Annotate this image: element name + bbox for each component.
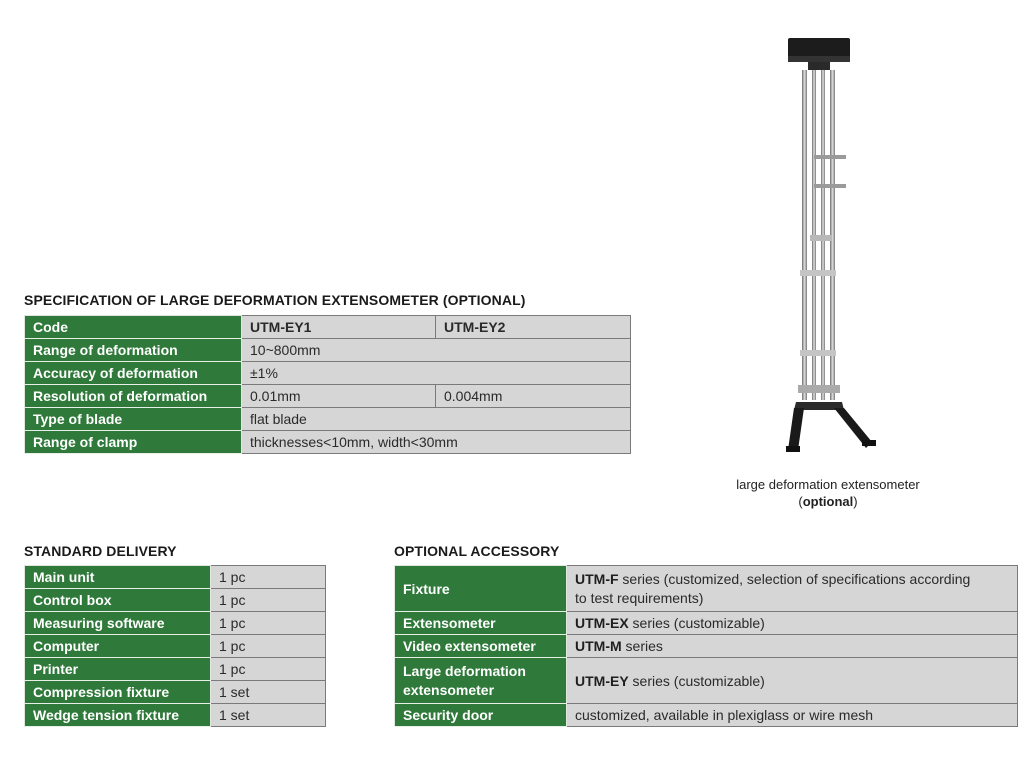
spec-row: [25, 431, 631, 454]
delivery-row: [25, 658, 326, 681]
accessory-value: UTM-M series: [567, 635, 1018, 658]
delivery-label: Compression fixture: [25, 681, 211, 704]
spec-row: [25, 408, 631, 431]
accessory-row: [395, 612, 1018, 635]
spec-value: flat blade: [242, 408, 631, 431]
delivery-label: Computer: [25, 635, 211, 658]
accessory-value: UTM-EX series (customizable): [567, 612, 1018, 635]
delivery-value: 1 pc: [211, 589, 326, 612]
spec-value: ±1%: [242, 362, 631, 385]
spec-value: UTM-EY2: [436, 316, 631, 339]
caption-optional: optional: [802, 494, 854, 509]
accessory-label: Extensometer: [395, 612, 567, 635]
delivery-row: [25, 704, 326, 727]
delivery-value: 1 pc: [211, 566, 326, 589]
spec-table: [24, 315, 631, 454]
accessory-table: [394, 565, 1018, 727]
spec-value: thicknesses<10mm, width<30mm: [242, 431, 631, 454]
delivery-row: [25, 612, 326, 635]
delivery-label: Main unit: [25, 566, 211, 589]
delivery-label: Printer: [25, 658, 211, 681]
extensometer-image: [770, 30, 890, 460]
delivery-row: [25, 566, 326, 589]
accessory-row: [395, 635, 1018, 658]
delivery-label: Measuring software: [25, 612, 211, 635]
caption-line2: (optional): [798, 494, 858, 509]
spec-label: Range of clamp: [25, 431, 242, 454]
spec-value: 0.004mm: [436, 385, 631, 408]
spec-label: Code: [25, 316, 242, 339]
accessory-row: [395, 704, 1018, 727]
accessory-code: UTM-F: [575, 570, 619, 587]
spec-row: [25, 385, 631, 408]
accessory-row: [395, 566, 1018, 612]
spec-value: 0.01mm: [242, 385, 436, 408]
accessory-title: OPTIONAL ACCESSORY: [394, 543, 560, 559]
accessory-value: customized, available in plexiglass or wire mesh: [567, 704, 1018, 727]
accessory-code: UTM-EY: [575, 672, 629, 689]
spec-value: UTM-EY1: [242, 316, 436, 339]
delivery-value: 1 set: [211, 704, 326, 727]
caption-line1: large deformation extensometer: [736, 477, 920, 492]
delivery-value: 1 pc: [211, 635, 326, 658]
spec-label: Range of deformation: [25, 339, 242, 362]
delivery-value: 1 pc: [211, 612, 326, 635]
spec-row-code: [25, 316, 631, 339]
delivery-value: 1 set: [211, 681, 326, 704]
delivery-table: [24, 565, 326, 727]
accessory-label: Large deformation extensometer: [395, 658, 567, 704]
delivery-row: [25, 681, 326, 704]
delivery-title: STANDARD DELIVERY: [24, 543, 177, 559]
delivery-value: 1 pc: [211, 658, 326, 681]
spec-label: Type of blade: [25, 408, 242, 431]
delivery-row: [25, 635, 326, 658]
accessory-label: Video extensometer: [395, 635, 567, 658]
spec-label: Resolution of deformation: [25, 385, 242, 408]
spec-row: [25, 362, 631, 385]
spec-label: Accuracy of deformation: [25, 362, 242, 385]
accessory-value: UTM-F series (customized, selection of specifications according to test requirements): [567, 566, 1018, 612]
image-caption: [700, 476, 956, 510]
accessory-label: Fixture: [395, 566, 567, 612]
spec-value: 10~800mm: [242, 339, 631, 362]
spec-title: SPECIFICATION OF LARGE DEFORMATION EXTENSOMETER (OPTIONAL): [24, 292, 526, 308]
accessory-row: [395, 658, 1018, 704]
accessory-code: UTM-EX: [575, 615, 629, 631]
spec-row: [25, 339, 631, 362]
accessory-value: UTM-EY series (customizable): [567, 658, 1018, 704]
accessory-code: UTM-M: [575, 638, 622, 654]
accessory-label: Security door: [395, 704, 567, 727]
delivery-label: Wedge tension fixture: [25, 704, 211, 727]
delivery-label: Control box: [25, 589, 211, 612]
delivery-row: [25, 589, 326, 612]
